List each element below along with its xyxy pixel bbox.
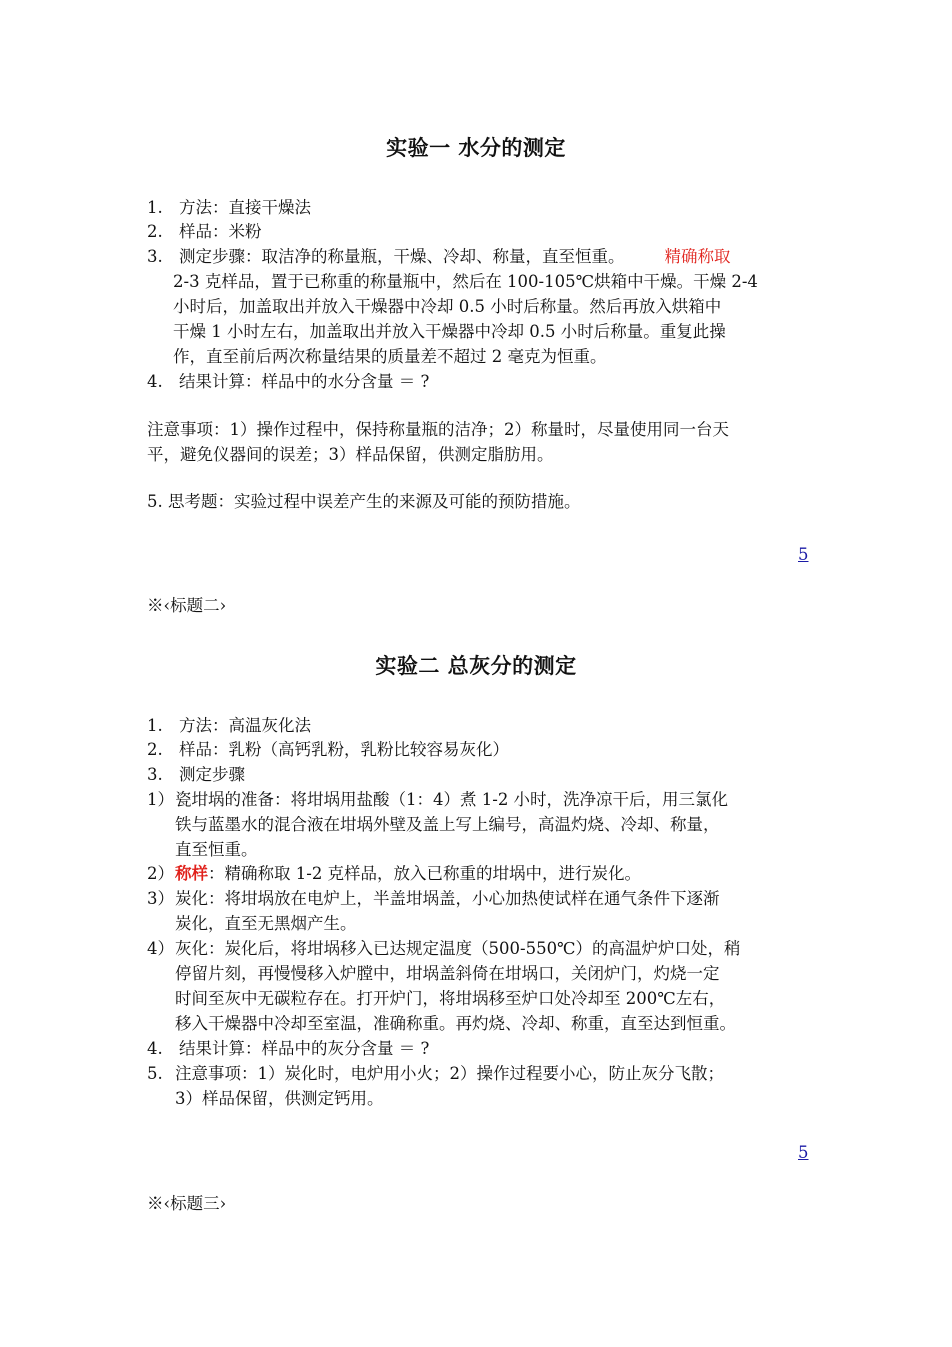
exp2-item-4: 4. 结果计算：样品中的灰分含量 ＝ ? bbox=[147, 1039, 430, 1058]
exp2-sub-3: 3）炭化：将坩埚放在电炉上，半盖坩埚盖，小心加热使试样在通气条件下逐渐 bbox=[147, 889, 720, 908]
experiment-2-title: 实验二 总灰分的测定 bbox=[375, 654, 577, 678]
exp2-sub-1: 1）瓷坩埚的准备：将坩埚用盐酸（1：4）煮 1-2 小时，洗净凉干后，用三氯化 bbox=[147, 790, 729, 809]
exp2-sub-4-line: 移入干燥器中冷却至室温，准确称重。再灼烧、冷却、称重，直至达到恒重。 bbox=[175, 1014, 736, 1033]
exp2-item-1: 1. 方法：高温灰化法 bbox=[147, 716, 311, 735]
exp2-sub-4: 4）灰化：炭化后，将坩埚移入已达规定温度（500-550℃）的高温炉炉口处，稍 bbox=[147, 939, 741, 958]
exp1-step3-line: 2-3 克样品，置于已称重的称量瓶中，然后在 100-105℃烘箱中干燥。干燥 2-4 bbox=[173, 272, 758, 291]
exp1-step3-line: 作，直至前后两次称量结果的质量差不超过 2 毫克为恒重。 bbox=[173, 347, 607, 366]
highlight-precise-weigh: 精确称取 bbox=[664, 247, 731, 266]
exp1-step3-line: 小时后，加盖取出并放入干燥器中冷却 0.5 小时后称量。然后再放入烘箱中 bbox=[173, 297, 722, 316]
exp1-item-5: 5. 思考题：实验过程中误差产生的来源及可能的预防措施。 bbox=[147, 492, 581, 511]
page-number-link[interactable]: 5 bbox=[798, 545, 809, 564]
exp2-sub-4-line: 时间至灰中无碳粒存在。打开炉门，将坩埚移至炉口处冷却至 200℃左右， bbox=[175, 989, 726, 1008]
exp1-item-3: 3. 测定步骤：取洁净的称量瓶，干燥、冷却、称量，直至恒重。 精确称取 bbox=[147, 247, 731, 266]
exp1-notes-line: 注意事项：1）操作过程中，保持称量瓶的洁净；2）称量时，尽量使用同一台天 bbox=[147, 420, 729, 439]
exp2-item-5: 5. 注意事项：1）炭化时，电炉用小火；2）操作过程要小心，防止灰分飞散； bbox=[147, 1064, 724, 1083]
exp2-sub-1-line: 铁与蓝墨水的混合液在坩埚外壁及盖上写上编号，高温灼烧、冷却、称量， bbox=[175, 815, 720, 834]
heading-marker-3: ※‹标题三› bbox=[147, 1194, 227, 1213]
highlight-weigh-sample: 称样 bbox=[175, 864, 208, 883]
exp1-item-4: 4. 结果计算：样品中的水分含量 ＝ ? bbox=[147, 372, 430, 391]
heading-marker-2: ※‹标题二› bbox=[147, 596, 227, 615]
exp2-item-2: 2. 样品：乳粉（高钙乳粉，乳粉比较容易灰化） bbox=[147, 740, 509, 759]
exp1-item-2: 2. 样品：米粉 bbox=[147, 222, 262, 241]
exp1-step3-line: 干燥 1 小时左右，加盖取出并放入干燥器中冷却 0.5 小时后称量。重复此操 bbox=[173, 322, 726, 341]
page-number-link[interactable]: 5 bbox=[798, 1143, 809, 1162]
exp2-sub-4-line: 停留片刻，再慢慢移入炉膛中，坩埚盖斜倚在坩埚口，关闭炉门，灼烧一定 bbox=[175, 964, 720, 983]
exp1-notes-line: 平，避免仪器间的误差；3）样品保留，供测定脂肪用。 bbox=[147, 445, 554, 464]
exp1-item-1: 1. 方法：直接干燥法 bbox=[147, 198, 311, 217]
experiment-1-title: 实验一 水分的测定 bbox=[386, 136, 566, 160]
exp2-sub-3-line: 炭化，直至无黑烟产生。 bbox=[175, 914, 357, 933]
exp2-sub-2: 2）称样：精确称取 1-2 克样品，放入已称重的坩埚中，进行炭化。 bbox=[147, 864, 642, 883]
exp2-item-3: 3. 测定步骤 bbox=[147, 765, 245, 784]
exp2-item-5-line: 3）样品保留，供测定钙用。 bbox=[175, 1089, 384, 1108]
exp2-sub-1-line: 直至恒重。 bbox=[175, 840, 258, 859]
